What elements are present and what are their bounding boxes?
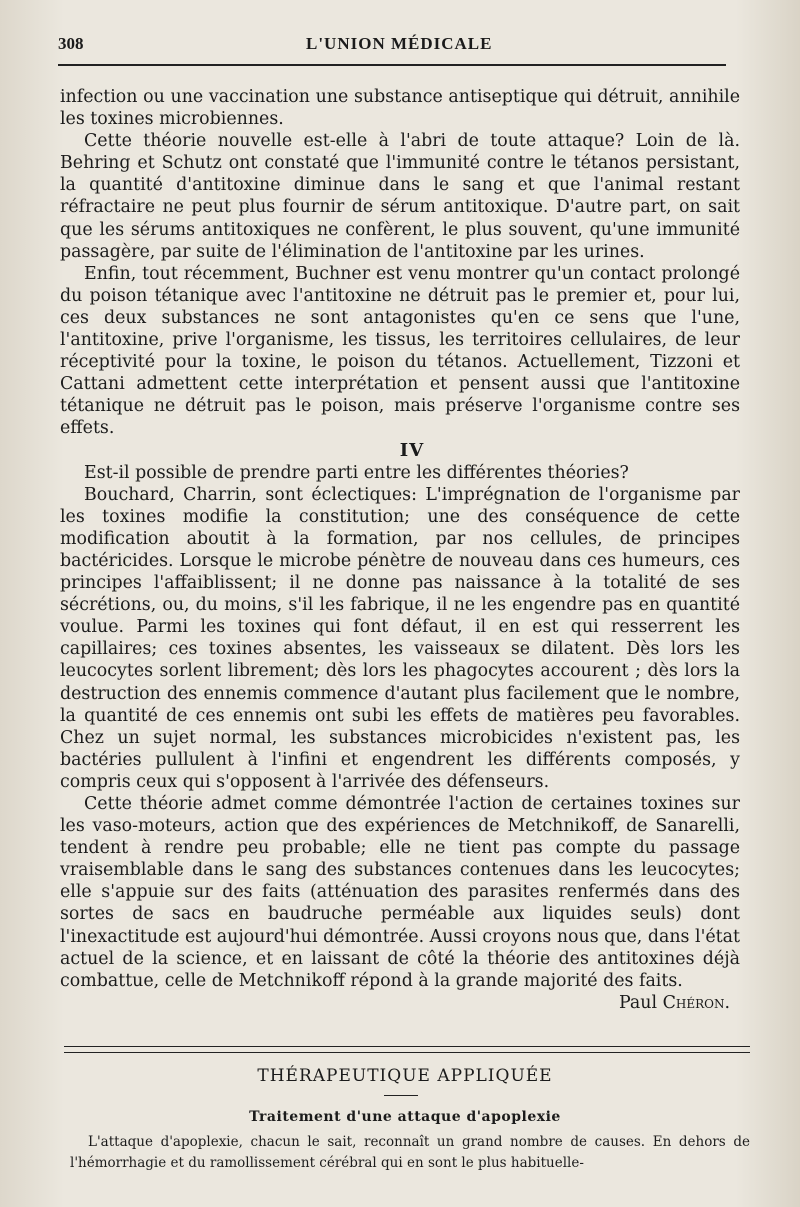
title-underline: [384, 1095, 418, 1096]
paragraph: infection ou une vaccination une substance antiseptique qui détruit, annihile les toxines microbiennes.: [60, 87, 740, 130]
paragraph: Cette théorie admet comme démontrée l'action de certaines toxines sur les vaso-moteurs, action que des expériences de Metchnikoff, de Sanarelli, tendent à rendre peu probable; elle ne tient pas compte du passage vraisemblable dans le sang des substances contenues dans les leucocytes; elle s'appuie sur des faits (atténuation des parasites renfermés dans des sortes de sacs en baudruche perméable aux liquides seuls) dont l'inexactitude est aujourd'hui démontrée. Aussi croyons nous que, dans l'état actuel de la science, et en laissant de côté la théorie des antitoxines déjà combattue, celle de Metchnikoff répond à la grande majorité des faits.: [60, 794, 740, 991]
paragraph: Cette théorie nouvelle est-elle à l'abri de toute attaque? Loin de là. Behring et Schutz ont constaté que l'immunité contre le tétanos persistant, la quantité d'antitoxine diminue dans le sang et que l'animal restant réfractaire ne peut plus fournir de sérum antitoxique. D'autre part, on sait que les sérums antitoxiques ne confèrent, le plus souvent, qu'une immunité passagère, par suite de l'élimination de l'antitoxine par les urines.: [60, 131, 740, 262]
paragraph: Bouchard, Charrin, sont éclectiques: L'imprégnation de l'organisme par les toxines modifie la constitution; une des conséquence de cette modification aboutit à la formation, par nos cellules, de principes bactéricides. Lorsque le microbe pénètre de nouveau dans ces humeurs, ces principes l'affaiblissent; il ne donne pas naissance à la totalité de ses sécrétions, ou, du moins, s'il les fabrique, il ne les engendre pas en quantité voulue. Parmi les toxines qui font défaut, il en est qui resserrent les capillaires; ces toxines absentes, les vaisseaux se dilatent. Dès lors les leucocytes sorlent librement; dès lors les phagocytes accourent ; dès lors la destruction des ennemis commence d'autant plus facilement que le nombre, la quantité de ces ennemis ont subi les effets de matières peu favorables. Chez un sujet normal, les substances microbicides n'existent pas, les bactéries pullulent à l'infini et engendrent les différents composés, y compris ceux qui s'opposent à l'arrivée des défenseurs.: [60, 484, 740, 792]
section-number: IV: [399, 439, 425, 461]
paragraph: Enfin, tout récemment, Buchner est venu montrer qu'un contact prolongé du poison tétanique avec l'antitoxine ne détruit pas le premier et, pour lui, ces deux substances ne sont antagonistes qu'en ce sens que l'une, l'antitoxine, prive l'organisme, les tissus, les territoires cellulaires, de leur réceptivité pour la toxine, le poison du tétanos. Actuellement, Tizzoni et Cattani admettent cette interprétation et pensent aussi que l'antitoxine tétanique ne détruit pas le poison, mais préserve l'organisme contre ses effets.: [60, 263, 740, 439]
section-divider-bottom: [64, 1052, 750, 1053]
author-first-name: Paul: [618, 992, 658, 1013]
next-article-body: [70, 1132, 750, 1174]
author-last-name: Chéron.: [662, 992, 730, 1013]
paragraph: Est-il possible de prendre parti entre les différentes théories?: [84, 462, 629, 483]
author-signature: [60, 992, 740, 1014]
paragraph: L'attaque d'apoplexie, chacun le sait, reconnaît un grand nombre de causes. En dehors de l'hémorrhagie et du ramollissement cérébral qui en sont le plus habituelle-: [70, 1134, 750, 1171]
header-rule: [58, 64, 726, 66]
running-head: [58, 30, 758, 60]
section-divider-top: [64, 1046, 750, 1047]
article-title: Traitement d'une attaque d'apoplexie: [249, 1109, 561, 1125]
article-body: [60, 86, 740, 1014]
journal-title: L'UNION MÉDICALE: [306, 34, 493, 53]
page-number: 308: [58, 34, 84, 53]
section-title: THÉRAPEUTIQUE APPLIQUÉE: [257, 1066, 553, 1086]
